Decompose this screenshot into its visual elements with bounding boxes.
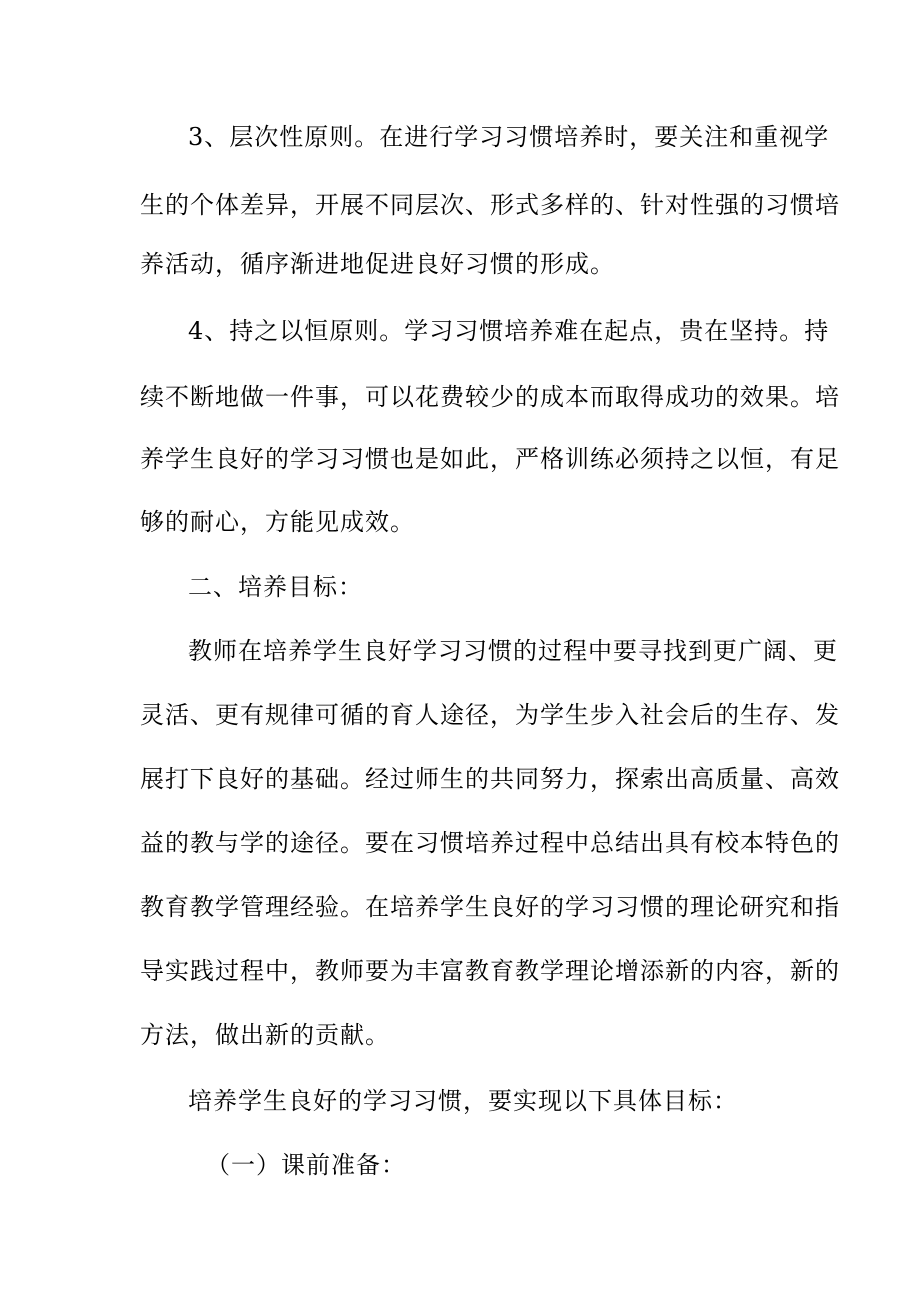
text-line: 续不断地做一件事，可以花费较少的成本而取得成功的效果。培 [140, 383, 840, 411]
text-line: 教育教学管理经验。在培养学生良好的学习习惯的理论研究和指 [140, 893, 840, 921]
text-line: 导实践过程中，教师要为丰富教育教学理论增添新的内容，新的 [140, 957, 840, 985]
subsection-heading: （一）课前准备： [206, 1151, 406, 1179]
text-line: 益的教与学的途径。要在习惯培养过程中总结出具有校本特色的 [140, 829, 840, 857]
text-line: 教师在培养学生良好学习习惯的过程中要寻找到更广阔、更 [188, 637, 838, 665]
text-line: 够的耐心，方能见成效。 [140, 508, 415, 536]
text-line: 3、层次性原则。在进行学习习惯培养时，要关注和重视学 [188, 123, 830, 151]
text-line: 养学生良好的学习习惯也是如此，严格训练必须持之以恒，有足 [140, 445, 840, 473]
text-line: 生的个体差异，开展不同层次、形式多样的、针对性强的习惯培 [140, 191, 840, 219]
text-line: 培养学生良好的学习习惯，要实现以下具体目标： [188, 1087, 738, 1115]
text-line: 4、持之以恒原则。学习习惯培养难在起点，贵在坚持。持 [188, 317, 830, 345]
text-line: 展打下良好的基础。经过师生的共同努力，探索出高质量、高效 [140, 765, 840, 793]
text-line: 方法，做出新的贡献。 [140, 1021, 390, 1049]
text-line: 灵活、更有规律可循的育人途径，为学生步入社会后的生存、发 [140, 701, 840, 729]
text-line: 养活动，循序渐进地促进良好习惯的形成。 [140, 250, 615, 278]
section-heading: 二、培养目标： [188, 573, 363, 601]
